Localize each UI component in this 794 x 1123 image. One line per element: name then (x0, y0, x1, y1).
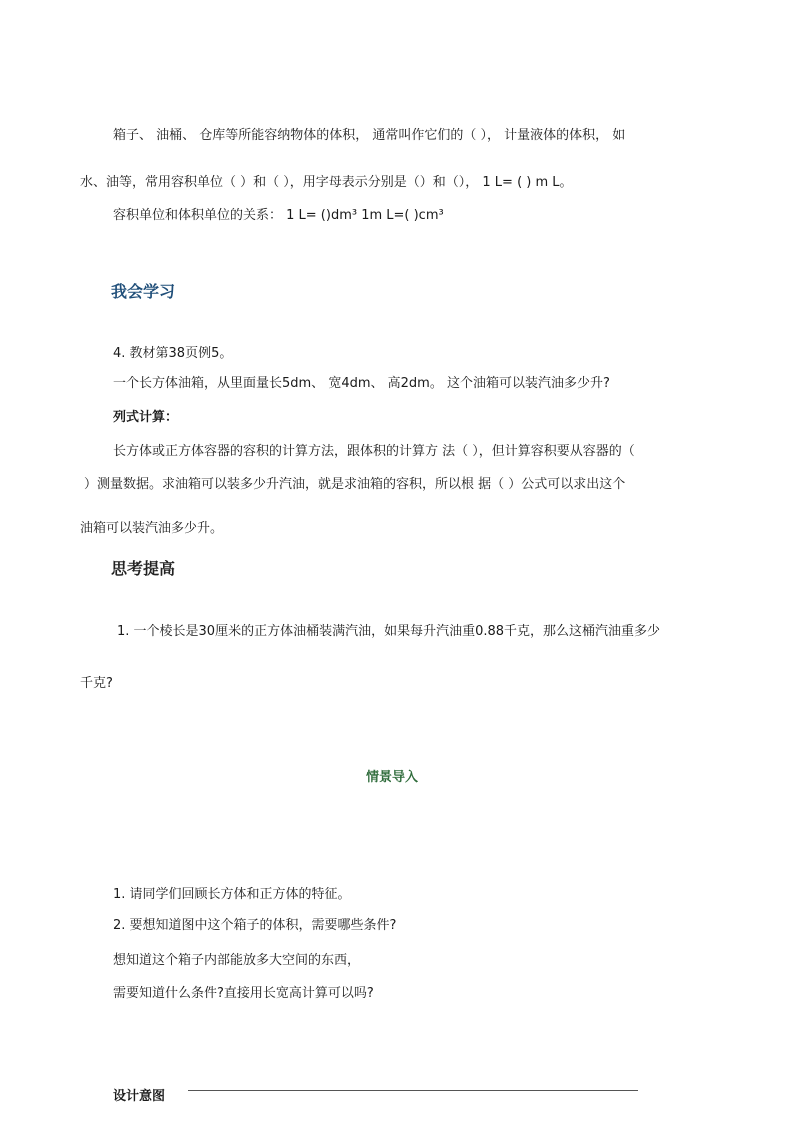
tank-problem: 一个长方体油箱，从里面量长5dm、 宽4dm、 高2dm。 这个油箱可以装汽油多少升? (113, 376, 610, 391)
heading-think: 思考提高 (111, 559, 176, 578)
scene-line-1: 1. 请同学们回顾长方体和正方体的特征。 (113, 887, 351, 902)
heading-scene: 情景导入 (366, 770, 419, 785)
textbook-reference: 4. 教材第38页例5。 (113, 346, 233, 361)
method-paragraph-line-3: 油箱可以装汽油多少升。 (80, 521, 224, 536)
volume-intro-line-1: 箱子、 油桶、 仓库等所能容纳物体的体积， 通常叫作它们的（ ）， 计量液体的体积， 如 (113, 128, 626, 143)
scene-line-3: 想知道这个箱子内部能放多大空间的东西， (113, 953, 361, 968)
design-intent-rule (188, 1090, 638, 1091)
question-1-line-1: 1. 一个棱长是30厘米的正方体油桶装满汽油，如果每升汽油重0.88千克，那么这桶汽油重多少 (117, 624, 661, 639)
design-intent-label: 设计意图 (113, 1089, 166, 1104)
formula-label: 列式计算： (113, 410, 179, 425)
question-1-line-2: 千克? (80, 676, 113, 691)
scene-line-4: 需要知道什么条件?直接用长宽高计算可以吗? (113, 986, 374, 1001)
method-paragraph-line-2: ）测量数据。求油箱可以装多少升汽油，就是求油箱的容积，所以根 据（ ）公式可以求出这个 (84, 477, 626, 492)
heading-learn: 我会学习 (111, 282, 176, 301)
volume-intro-line-2: 水、油等，常用容积单位（ ）和（ ），用字母表示分别是（）和（）， 1 L= ( ) m L。 (80, 175, 573, 190)
method-paragraph-line-1: 长方体或正方体容器的容积的计算方法，跟体积的计算方 法（ ），但计算容积要从容器的（ (113, 444, 635, 459)
scene-line-2: 2. 要想知道图中这个箱子的体积，需要哪些条件? (113, 918, 397, 933)
unit-relation-line: 容积单位和体积单位的关系： 1 L= ()dm³ 1m L=( )cm³ (113, 208, 444, 223)
